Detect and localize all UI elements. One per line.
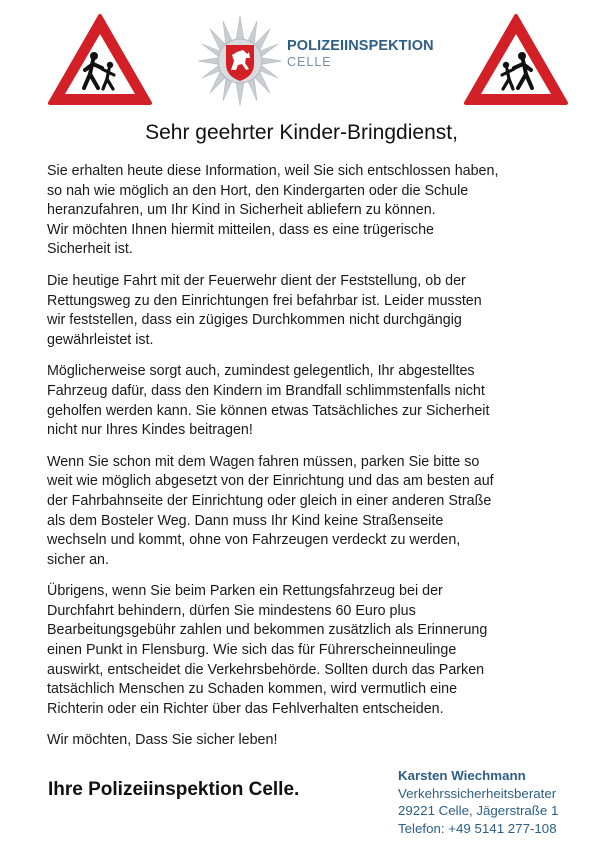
paragraph-3: Möglicherweise sorgt auch, zumindest gelegentlich, Ihr abgestelltes Fahrzeug dafür, dass den Kindern im Brandfall schlimmstenfalls nicht geholfen werden kann. Sie können etwas Tatsächliches zur Sicherheit nicht nur Ihres Kindes beitragen! — [47, 363, 490, 439]
paragraph-4: Wenn Sie schon mit dem Wagen fahren müssen, parken Sie bitte so weit wie möglich abgesetzt von der Einrichtung und das am besten auf der Fahrbahnseite der Einrichtung oder gleich in einer anderen Straße als dem Bosteler Weg. Dann muss Ihr Kind keine Straßenseite wechseln und kommt, ohne von Fahrzeugen verdeckt zu werden, sicher an. — [47, 453, 494, 568]
org-name-line2: CELLE — [287, 55, 332, 69]
children-crossing-sign-icon-right — [462, 12, 570, 108]
police-logo — [196, 14, 284, 108]
police-star-emblem-icon — [196, 14, 284, 108]
contact-block — [398, 767, 558, 837]
paragraph-5: Übrigens, wenn Sie beim Parken ein Rettungsfahrzeug bei der Durchfahrt behindern, dürfen Sie mindestens 60 Euro plus Bearbeitungsgebühr zahlen und bekommen zusätzlich als Erinnerung einen Punkt in Flensburg. Wie sich das für Führerscheinneulinge auswirkt, entscheidet die Verkehrsbehörde. Sollten durch das Parken tatsächlich Menschen zu Schaden kommen, wird vermutlich eine Richterin oder ein Richter über das Fehlverhalten entscheiden. — [47, 583, 488, 717]
letter-body — [47, 162, 572, 763]
organisation-name — [287, 38, 434, 69]
contact-address: 29221 Celle, Jägerstraße 1 — [398, 803, 559, 818]
contact-name: Karsten Wiechmann — [398, 768, 526, 783]
paragraph-2: Die heutige Fahrt mit der Feuerwehr dient der Feststellung, ob der Rettungsweg zu den Einrichtungen frei befahrbar ist. Leider mussten wir feststellen, dass ein zügiges Durchkommen nicht durchgängig gewährleistet ist. — [47, 272, 482, 348]
paragraph-6: Wir möchten, Dass Sie sicher leben! — [47, 732, 278, 749]
children-crossing-sign-icon — [46, 12, 154, 108]
contact-phone: Telefon: +49 5141 277-108 — [398, 820, 557, 836]
org-name-line1: POLIZEIINSPEKTION — [287, 38, 434, 54]
letter-header — [0, 0, 603, 112]
contact-role: Verkehrssicherheitsberater — [398, 785, 557, 801]
letter-title: Sehr geehrter Kinder-Bringdienst, — [145, 121, 458, 144]
signoff: Ihre Polizeiinspektion Celle. — [48, 779, 300, 800]
paragraph-1: Sie erhalten heute diese Information, weil Sie sich entschlossen haben, so nah wie möglich an den Hort, den Kindergarten oder die Schule heranzufahren, um Ihr Kind in Sicherheit abliefern zu können. Wir möchten Ihnen hiermit mitteilen, dass es eine trügerische Sicherheit ist. — [47, 163, 499, 258]
